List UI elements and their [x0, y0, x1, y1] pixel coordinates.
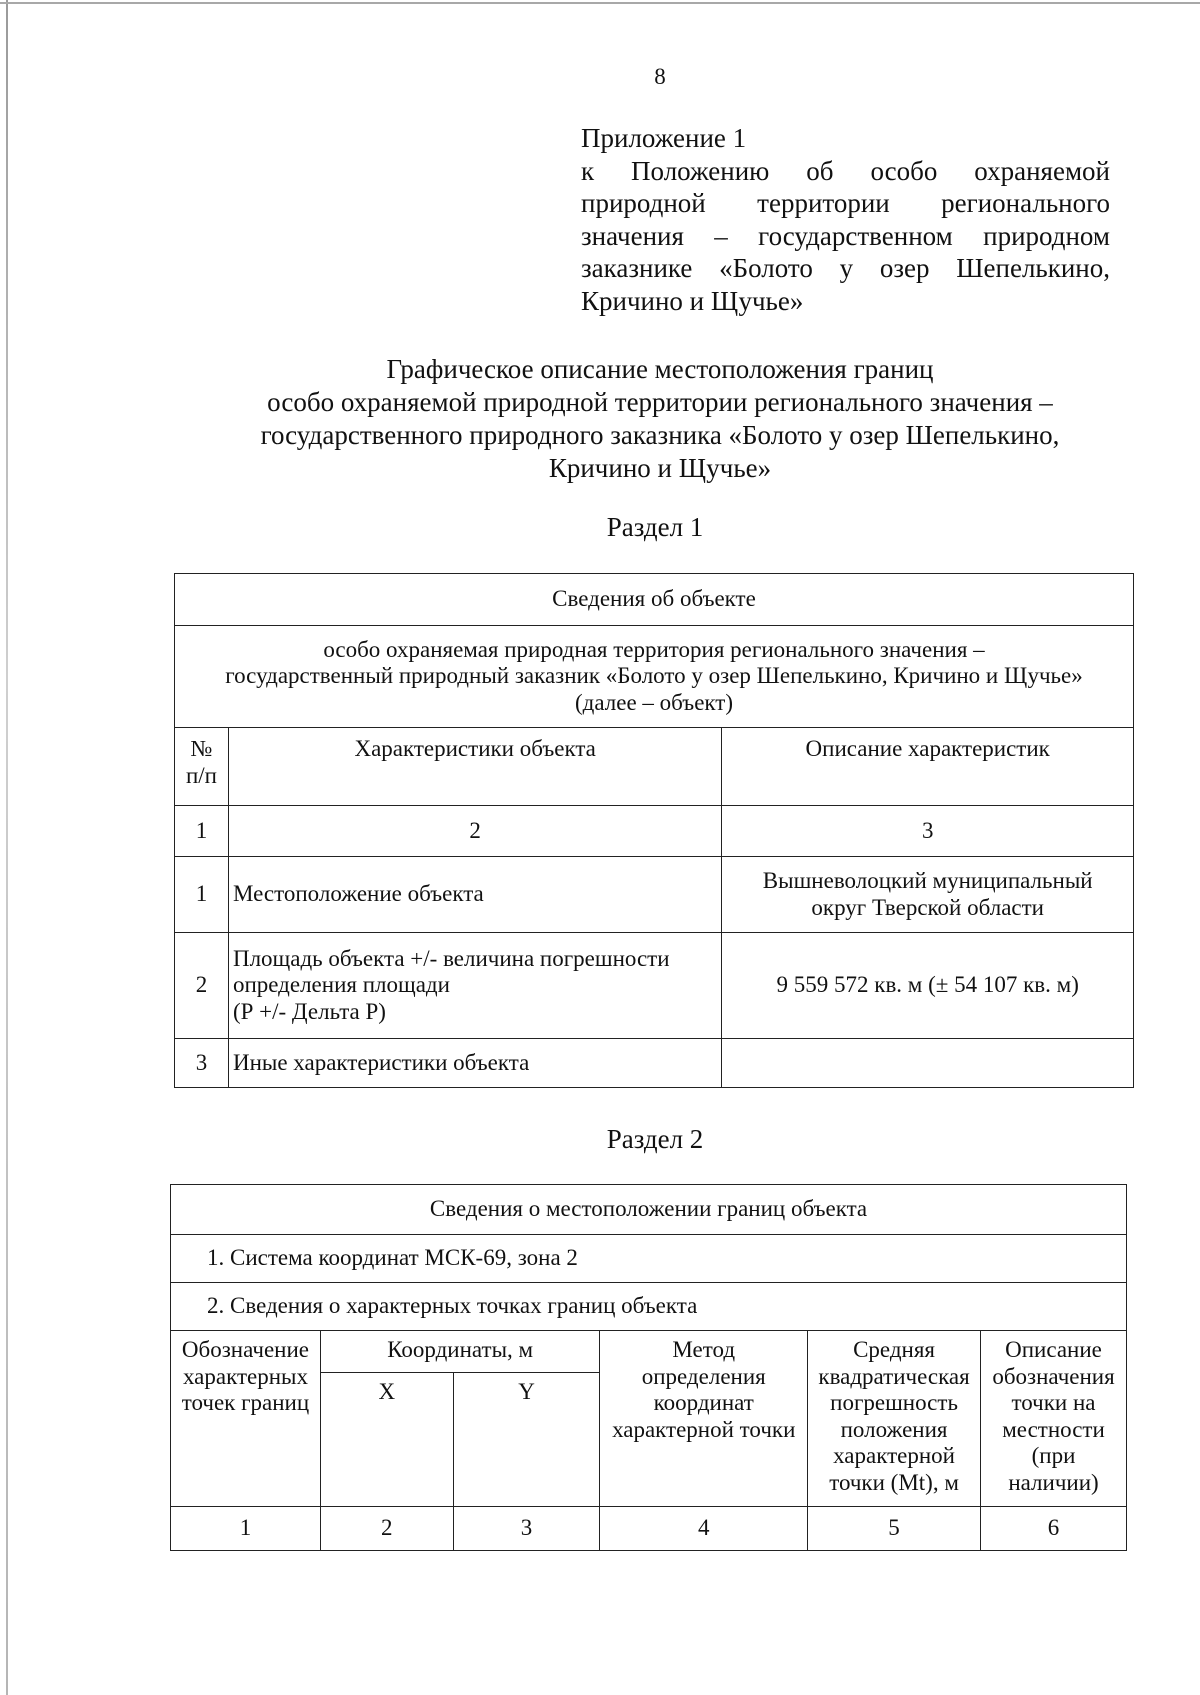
boundary-info-header: Сведения о местоположении границ объекта	[171, 1185, 1127, 1235]
col-number-cell: 3	[453, 1507, 600, 1551]
col-header-number-line: п/п	[185, 762, 217, 788]
col-number-cell: 2	[320, 1507, 453, 1551]
col-header-line: погрешность	[830, 1390, 958, 1415]
col-header-line: наличии)	[1008, 1469, 1099, 1495]
col-header-description: Описание характеристик	[722, 728, 1134, 806]
appendix-line: природной территории регионального	[581, 188, 1110, 218]
title-line: Кричино и Щучье»	[548, 453, 772, 483]
row-characteristic-line: Местоположение объекта	[232, 881, 484, 907]
col-header-line: Обозначение	[181, 1337, 310, 1362]
col-number-cell: 6	[981, 1507, 1127, 1551]
scan-edge-top	[0, 2, 1200, 4]
col-number-cell: 1	[175, 806, 229, 857]
appendix-line: Кричино и Щучье»	[581, 285, 804, 316]
table-row	[175, 857, 1134, 933]
row-description	[722, 1039, 1134, 1088]
col-header-method	[600, 1331, 808, 1507]
row-characteristic-line: Иные характеристики объекта	[232, 1049, 530, 1075]
row-characteristic	[228, 857, 721, 933]
col-number-cell: 4	[600, 1507, 808, 1551]
row-description	[722, 933, 1134, 1039]
table-row	[175, 933, 1134, 1039]
col-header-line: характерной точки	[612, 1416, 796, 1442]
col-header-accuracy	[808, 1331, 981, 1507]
col-header-line: координат	[653, 1390, 754, 1415]
col-header-line: точек границ	[181, 1390, 310, 1415]
col-number-cell: 1	[171, 1507, 321, 1551]
document-title	[200, 353, 1120, 485]
object-info-header: Сведения об объекте	[175, 574, 1134, 626]
col-header-line: Метод	[672, 1337, 736, 1362]
col-header-line: местности	[1002, 1416, 1105, 1442]
col-header-y: Y	[453, 1373, 600, 1507]
boundary-info-table	[170, 1184, 1127, 1551]
row-number: 3	[175, 1039, 229, 1088]
col-header-line: Описание	[1005, 1337, 1102, 1362]
col-header-coordinates: Координаты, м	[320, 1331, 599, 1373]
title-line: государственного природного заказника «Болото у озер Шепелькино,	[260, 420, 1060, 450]
object-info-table	[174, 573, 1134, 1088]
row-number: 2	[175, 933, 229, 1039]
row-description	[722, 857, 1134, 933]
row-description-line: 9 559 572 кв. м (± 54 107 кв. м)	[776, 972, 1079, 998]
page-number: 8	[654, 64, 666, 89]
points-info-cell: 2. Сведения о характерных точках границ объекта	[171, 1283, 1127, 1331]
table-row	[175, 1039, 1134, 1088]
col-number-cell: 2	[228, 806, 721, 857]
col-header-line: положения	[840, 1416, 948, 1442]
object-name-line: (далее – объект)	[575, 689, 733, 715]
col-header-line: характерных	[182, 1363, 308, 1389]
appendix-line: к Положению об особо охраняемой	[581, 155, 1110, 186]
object-name-line: особо охраняемая природная территория регионального значения –	[323, 636, 985, 662]
col-header-line: точки на	[1011, 1390, 1096, 1415]
row-characteristic-line: определения площади	[232, 972, 450, 998]
col-header-number-line: №	[190, 736, 213, 761]
appendix-line: заказнике «Болото у озер Шепелькино,	[581, 253, 1110, 283]
row-characteristic	[228, 1039, 721, 1088]
col-header-point-description	[981, 1331, 1127, 1507]
col-header-characteristics: Характеристики объекта	[228, 728, 721, 806]
col-header-line: определения	[641, 1363, 766, 1389]
col-number-cell: 3	[722, 806, 1134, 857]
coordinate-system-cell: 1. Система координат МСК-69, зона 2	[171, 1235, 1127, 1283]
col-header-number	[175, 728, 229, 806]
title-line: особо охраняемой природной территории регионального значения –	[267, 387, 1053, 417]
title-line: Графическое описание местоположения границ	[386, 354, 934, 384]
row-description-line: округ Тверской области	[811, 894, 1044, 920]
row-number: 1	[175, 857, 229, 933]
row-characteristic	[228, 933, 721, 1039]
row-characteristic-line: Площадь объекта +/- величина погрешности	[232, 945, 670, 971]
object-name-cell	[175, 626, 1134, 728]
scan-edge-left	[6, 0, 8, 1695]
appendix-line: Приложение 1	[581, 123, 747, 153]
section1-heading: Раздел 1	[606, 512, 704, 542]
row-characteristic-line: (Р +/- Дельта Р)	[232, 998, 386, 1024]
appendix-block	[581, 122, 1110, 317]
appendix-line: значения – государственном природном	[581, 220, 1110, 251]
col-header-line: Средняя	[853, 1337, 935, 1362]
object-name-line: государственный природный заказник «Болото у озер Шепелькино, Кричино и Щучье»	[225, 663, 1083, 689]
col-header-line: (при	[1031, 1443, 1076, 1468]
col-header-line: характерной	[833, 1443, 955, 1468]
row-description-line: Вышневолоцкий муниципальный	[762, 868, 1093, 893]
section2-heading: Раздел 2	[606, 1124, 704, 1154]
col-header-point-designation	[171, 1331, 321, 1507]
col-header-line: точки (Mt), м	[829, 1469, 959, 1495]
col-header-line: квадратическая	[818, 1363, 970, 1389]
col-header-line: обозначения	[992, 1363, 1115, 1389]
col-header-x: X	[320, 1373, 453, 1507]
col-number-cell: 5	[808, 1507, 981, 1551]
